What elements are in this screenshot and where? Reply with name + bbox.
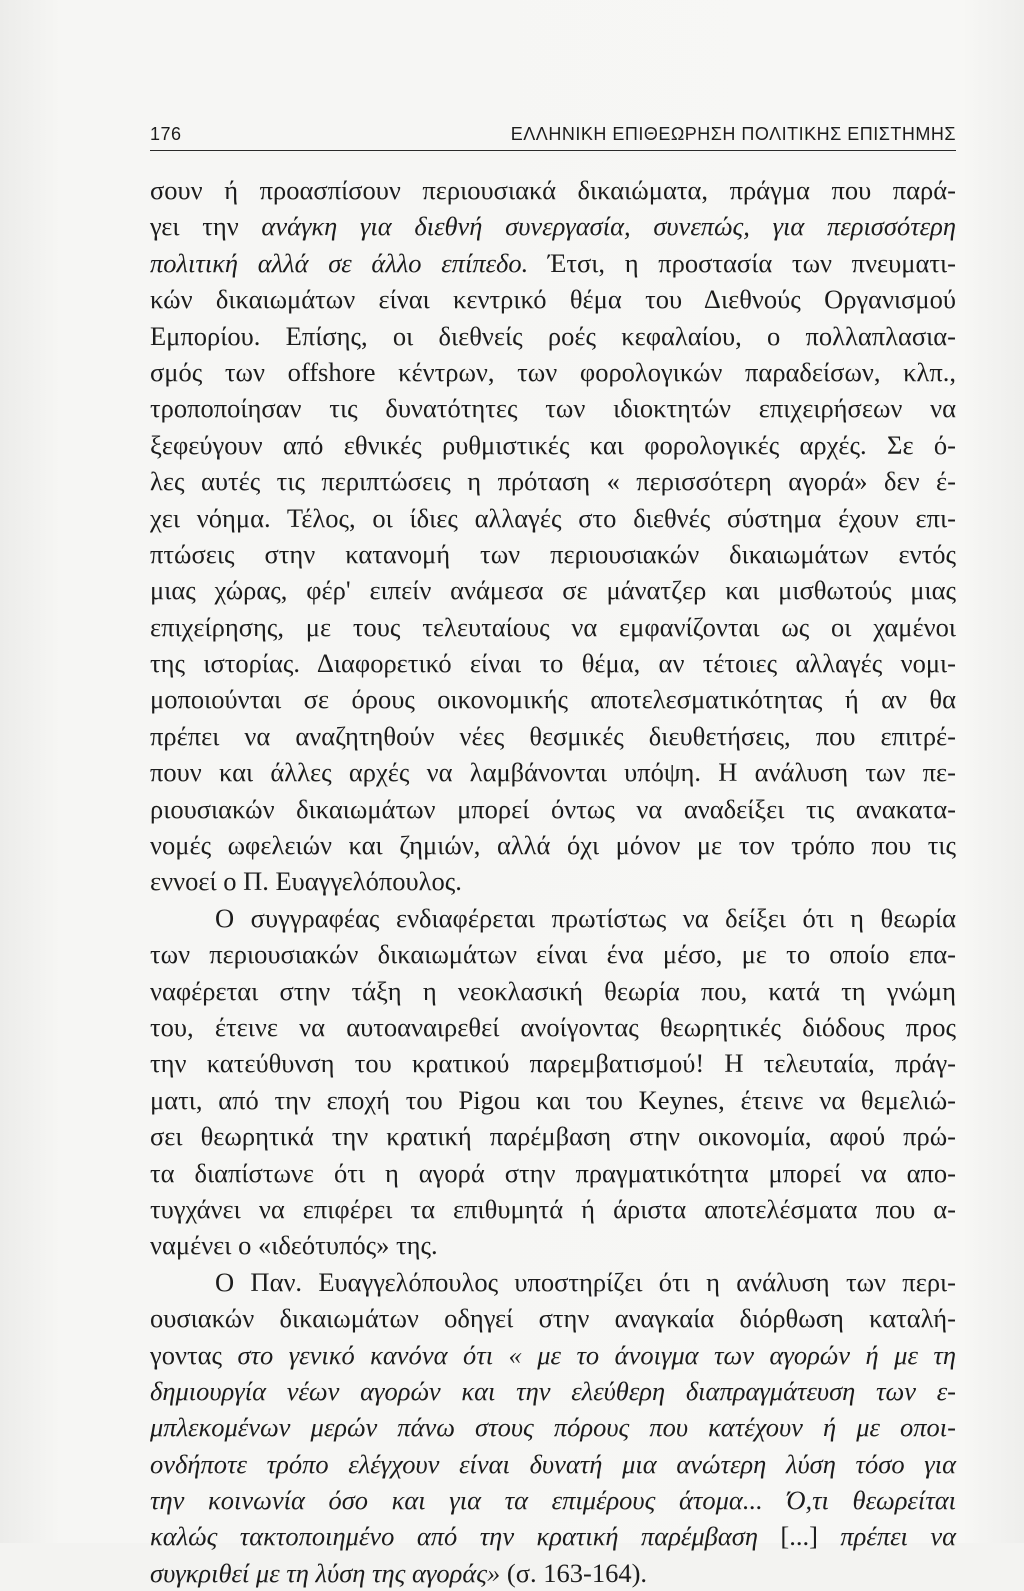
text-line: πτώσεις στην κατανομή των περιουσιακών δικαιωμάτων εντός [150, 538, 956, 569]
text-line: των περιουσιακών δικαιωμάτων είναι ένα μέσο, με το οποίο επα- [150, 939, 956, 970]
text-line: την κατεύθυνση του κρατικού παρεμβατισμού! Η τελευταία, πράγ- [150, 1048, 956, 1079]
text-line: τυγχάνει να επιφέρει τα επιθυμητά ή άριστα αποτελέσματα που α- [150, 1193, 956, 1224]
text-line: πρέπει να αναζητηθούν νέες θεσμικές διευθετήσεις, που επιτρέ- [150, 720, 956, 751]
text-line: καλώς τακτοποιημένο από την κρατική παρέμβαση [...] πρέπει να [150, 1521, 957, 1552]
text-line: ματι, από την εποχή του Pigou και του Keynes, έτεινε να θεμελιώ- [150, 1084, 956, 1115]
text-line: ξεφεύγουν από εθνικές ρυθμιστικές και φορολογικές αρχές. Σε ό- [150, 429, 956, 460]
text-line: τα διαπίστωνε ότι η αγορά στην πραγματικότητα μπορεί να απο- [150, 1157, 956, 1188]
text-line: γοντας στο γενικό κανόνα ότι « με το άνοιγμα των αγορών ή με τη [150, 1339, 956, 1370]
paragraph-start: Ο Παν. Ευαγγελόπουλος υποστηρίζει ότι η ανάλυση των περι- [215, 1266, 956, 1297]
text-line: ναμένει ο «ιδεότυπός» της. [150, 1230, 438, 1261]
text-line: ονδήποτε τρόπο ελέγχουν είναι δυνατή μια ανώτερη λύση τόσο για [150, 1448, 956, 1479]
text-line: ναφέρεται στην τάξη η νεοκλασική θεωρία που, κατά τη γνώμη [150, 975, 956, 1006]
text-line: μιας χώρας, φέρ' ειπείν ανάμεσα σε μάνατζερ και μισθωτούς μιας [150, 575, 956, 606]
text-line: τροποποίησαν τις δυνατότητες των ιδιοκτητών επιχειρήσεων να [150, 393, 956, 424]
text-line: Εμπορίου. Επίσης, οι διεθνείς ροές κεφαλαίου, ο πολλαπλασια- [150, 320, 956, 351]
text-line: κών δικαιωμάτων είναι κεντρικό θέμα του Διεθνούς Οργανισμού [150, 284, 956, 315]
text-line: σουν ή προασπίσουν περιουσιακά δικαιώματα, πράγμα που παρά- [150, 175, 956, 205]
text-line: πουν και άλλες αρχές να λαμβάνονται υπόψη. Η ανάλυση των πε- [150, 757, 956, 788]
text-line: δημιουργία νέων αγορών και την ελεύθερη διαπραγμάτευση των ε- [150, 1375, 956, 1406]
text-line: την κοινωνία όσο και για τα επιμέρους άτομα... Ό,τι θεωρείται [150, 1485, 956, 1516]
text-line: νομές ωφελειών και ζημιών, αλλά όχι μόνον με τον τρόπο που τις [150, 830, 956, 861]
text-line: χει νόημα. Τέλος, οι ίδιες αλλαγές στο διεθνές σύστημα έχουν επι- [150, 502, 956, 533]
text-line: γει την ανάγκη για διεθνή συνεργασία, συνεπώς, για περισσότερη [150, 211, 956, 242]
text-line: εννοεί ο Π. Ευαγγελόπουλος. [150, 866, 462, 897]
text-line: ριουσιακών δικαιωμάτων μπορεί όντως να αναδείξει τις ανακατα- [150, 793, 956, 824]
text-line: του, έτεινε να αυτοαναιρεθεί ανοίγοντας θεωρητικές διόδους προς [150, 1011, 956, 1042]
text-line: μοποιούνται σε όρους οικονομικής αποτελεσματικότητας ή αν θα [150, 684, 956, 715]
journal-title: ΕΛΛΗΝΙΚΗ ΕΠΙΘΕΩΡΗΣΗ ΠΟΛΙΤΙΚΗΣ ΕΠΙΣΤΗΜΗΣ [510, 124, 956, 144]
paragraph-start: Ο συγγραφέας ενδιαφέρεται πρωτίστως να δείξει ότι η θεωρία [215, 902, 956, 933]
text-line: συγκριθεί με τη λύση της αγοράς» (σ. 163-164). [150, 1557, 648, 1588]
text-line: σμός των offshore κέντρων, των φορολογικών παραδείσων, κλπ., [150, 356, 956, 387]
body-text [150, 172, 956, 1591]
text-line: επιχείρησης, με τους τελευταίους να εμφανίζονται ως οι χαμένοι [150, 611, 956, 642]
text-line: σει θεωρητικά την κρατική παρέμβαση στην οικονομία, αφού πρώ- [150, 1121, 956, 1152]
running-header [150, 120, 956, 151]
text-line: λες αυτές τις περιπτώσεις η πρόταση « περισσότερη αγορά» δεν έ- [150, 466, 956, 497]
text-line: μπλεκομένων μερών πάνω στους πόρους που κατέχουν ή με οποι- [150, 1412, 956, 1443]
page-number: 176 [150, 124, 182, 144]
text-line: ουσιακών δικαιωμάτων οδηγεί στην αναγκαία διόρθωση καταλή- [150, 1303, 956, 1334]
text-line: πολιτική αλλά σε άλλο επίπεδο. Έτσι, η προστασία των πνευματι- [150, 247, 956, 278]
text-line: της ιστορίας. Διαφορετικό είναι το θέμα, αν τέτοιες αλλαγές νομι- [150, 648, 956, 679]
